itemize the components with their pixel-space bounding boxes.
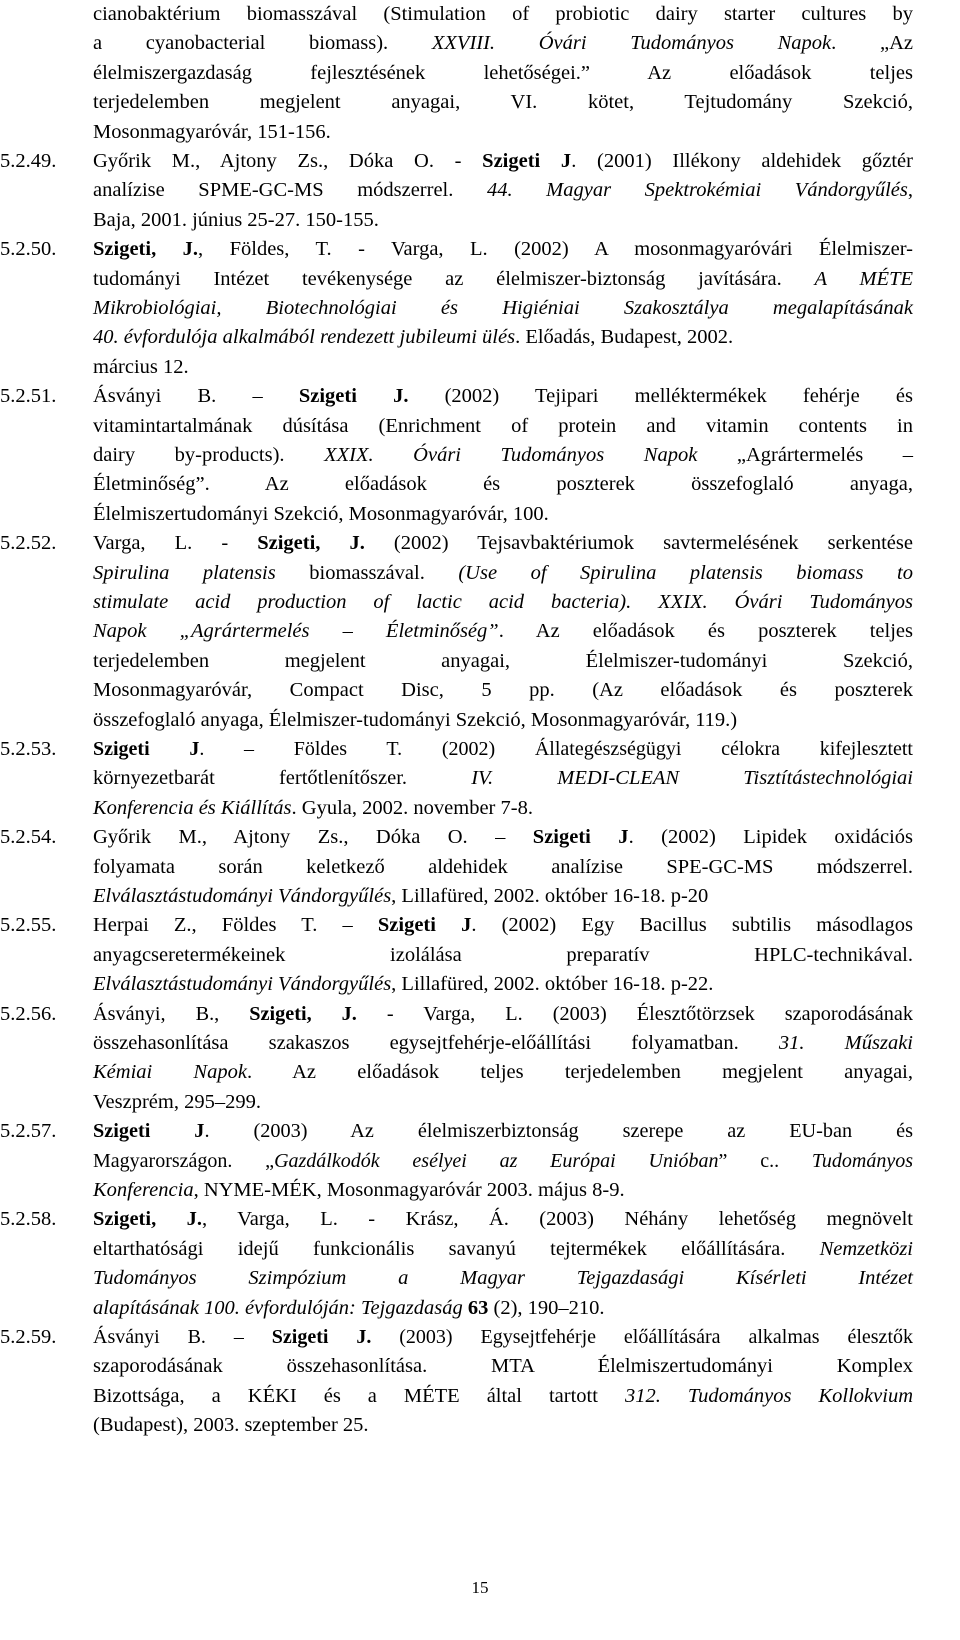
text-line [93, 1088, 913, 1117]
text-segment: (2002) Tejipari melléktermékek fehérje és [408, 385, 913, 408]
text-line [93, 88, 913, 117]
text-line [93, 0, 913, 29]
text-line [93, 412, 913, 441]
text-line [93, 323, 913, 352]
text-line [93, 1411, 913, 1440]
author-highlight: Szigeti, J. [93, 238, 199, 261]
text-line [93, 1058, 913, 1087]
text-segment: eltarthatósági idejű funkcionális savanyú tejtermékek előállítására. [93, 1237, 820, 1260]
text-segment: Győrik M., Ajtony Zs., Dóka O. - [93, 150, 483, 172]
text-line [93, 147, 913, 176]
text-segment: , Lillafüred, 2002. október 16-18. p-22. [391, 973, 714, 996]
text-segment: . Előadás, Budapest, 2002. [515, 326, 734, 349]
italic-text: Elválasztástudományi Vándorgyűlés [93, 973, 392, 996]
text-line [93, 1323, 913, 1352]
text-segment: tudományi Intézet tevékenysége az élelmiszer-biztonság javítására. [93, 267, 815, 290]
text-line [93, 882, 913, 911]
text-line [93, 1176, 913, 1205]
text-segment: , Lillafüred, 2002. október 16-18. p-20 [391, 884, 709, 907]
text-line [93, 265, 913, 294]
text-line [93, 441, 913, 470]
italic-text: stimulate acid production of lactic acid bacteria). XXIX. Óvári Tudományos [93, 590, 913, 613]
reference-number: 5.2.56. [0, 1002, 57, 1025]
author-highlight: Szigeti J. [271, 1326, 372, 1348]
text-line [93, 588, 913, 617]
reference-text [93, 0, 913, 147]
author-highlight: 63 [467, 1296, 489, 1319]
reference-text [93, 1323, 913, 1441]
reference-number: 5.2.54. [0, 826, 57, 849]
page-number: 15 [471, 1578, 489, 1597]
text-line [93, 1235, 913, 1264]
text-line [93, 1000, 913, 1029]
text-line [93, 176, 913, 205]
author-highlight: Szigeti, J. [93, 1208, 203, 1231]
text-line [93, 294, 913, 323]
reference-text [93, 823, 913, 911]
italic-text: alapításának 100. évfordulóján: Tejgazdaság [93, 1296, 468, 1319]
text-segment: „Agrártermelés – [697, 443, 913, 466]
text-segment: . (2002) Egy Bacillus subtilis másodlagos [471, 914, 913, 937]
text-segment: összefoglaló anyaga, Élelmiszer-tudományi Szekció, Mosonmagyaróvár, 119.) [93, 708, 738, 731]
author-highlight: Szigeti J. [298, 385, 409, 408]
italic-text: Kémiai Napok [93, 1061, 247, 1084]
author-highlight: Szigeti J [93, 738, 200, 760]
text-segment: anyagcseretermékeinek izolálása preparatív HPLC-technikával. [93, 943, 913, 966]
italic-text: Konferencia és Kiállítás [93, 796, 292, 819]
text-segment: . Az előadások és poszterek teljes [498, 620, 913, 643]
text-segment: cianobaktérium biomasszával (Stimulation of probiotic dairy starter cultures by [93, 3, 913, 25]
text-line [93, 794, 913, 823]
text-segment: , [907, 179, 913, 202]
text-line [93, 853, 913, 882]
text-segment: Ásványi B. – [93, 385, 299, 408]
reference-number: 5.2.52. [0, 532, 57, 555]
text-line [93, 559, 913, 588]
author-highlight: Szigeti J [93, 1120, 205, 1143]
author-highlight: Szigeti, J. [257, 532, 365, 555]
text-segment: Bizottsága, a KÉKI és a MÉTE által tartott [93, 1384, 625, 1407]
text-segment: - Varga, L. (2003) Élesztőtörzsek szaporodásának [356, 1002, 913, 1025]
text-segment: dairy by-products). [93, 443, 325, 466]
reference-text [93, 147, 913, 235]
text-line [93, 941, 913, 970]
text-line [93, 118, 913, 147]
text-segment: a cyanobacterial biomass). [93, 32, 432, 55]
reference-number: 5.2.51. [0, 385, 57, 408]
text-segment: Ásványi, B., [93, 1002, 250, 1025]
reference-text [93, 735, 913, 823]
text-segment: (2), 190–210. [488, 1296, 605, 1319]
text-segment: folyamata során keletkező aldehidek analízise SPE-GC-MS módszerrel. [93, 855, 913, 878]
italic-text: Napok „Agrártermelés – Életminőség” [93, 620, 499, 643]
text-segment: környezetbarát fertőtlenítőszer. [93, 767, 472, 790]
text-line [93, 1294, 913, 1323]
text-segment: Életminőség”. Az előadások és poszterek összefoglaló anyaga, [93, 473, 913, 496]
reference-number: 5.2.49. [0, 150, 57, 172]
text-segment: Mosonmagyaróvár, 151-156. [93, 120, 331, 143]
text-line [93, 647, 913, 676]
reference-number: 5.2.55. [0, 914, 57, 937]
text-line [93, 382, 913, 411]
text-segment: , Varga, L. - Krász, Á. (2003) Néhány lehetőség megnövelt [202, 1208, 913, 1231]
italic-text: 31. Műszaki [778, 1031, 913, 1054]
italic-text: Nemzetközi [819, 1237, 913, 1260]
text-segment: , Földes, T. - Varga, L. (2002) A mosonmagyaróvári Élelmiszer- [198, 238, 913, 261]
text-line [93, 823, 913, 852]
italic-text: Konferencia [93, 1178, 194, 1201]
text-line [93, 29, 913, 58]
text-segment: vitamintartalmának dúsítása (Enrichment of protein and vitamin contents in [93, 414, 913, 437]
author-highlight: Szigeti J [482, 150, 572, 172]
text-line [93, 911, 913, 940]
author-highlight: Szigeti J [532, 826, 629, 849]
text-line [93, 970, 913, 999]
text-line [93, 59, 913, 88]
reference-number: 5.2.57. [0, 1120, 57, 1143]
text-segment: összehasonlítása szakaszos egysejtfehérje-előállítási folyamatban. [93, 1031, 779, 1054]
text-segment: analízise SPME-GC-MS módszerrel. [93, 179, 487, 202]
reference-number: 5.2.59. [0, 1326, 57, 1348]
text-line [93, 500, 913, 529]
italic-text: Gazdálkodók esélyei az Európai Unióban [274, 1149, 719, 1172]
text-segment: március 12. [93, 355, 189, 378]
italic-text: Tudományos [811, 1149, 913, 1172]
text-line [93, 470, 913, 499]
author-highlight: Szigeti, J. [249, 1002, 357, 1025]
text-line [93, 764, 913, 793]
text-line [93, 1117, 913, 1146]
text-segment: . „Az [831, 32, 913, 55]
text-segment: biomasszával. [275, 561, 459, 584]
text-segment: Győrik M., Ajtony Zs., Dóka O. – [93, 826, 533, 849]
text-line [93, 529, 913, 558]
reference-text [93, 382, 913, 529]
italic-text: XXVIII. Óvári Tudományos Napok [431, 32, 832, 55]
reference-text [93, 911, 913, 999]
text-segment: Mosonmagyaróvár, Compact Disc, 5 pp. (Az előadások és poszterek [93, 679, 913, 702]
italic-text: Tudományos Szimpózium a Magyar Tejgazdasági Kísérleti Intézet [93, 1267, 913, 1290]
text-line [93, 706, 913, 735]
text-segment: , NYME-MÉK, Mosonmagyaróvár 2003. május 8-9. [193, 1178, 625, 1201]
reference-number: 5.2.50. [0, 238, 57, 261]
italic-text: 40. évfordulója alkalmából rendezett jubileumi ülés [93, 326, 516, 349]
reference-number: 5.2.58. [0, 1208, 57, 1231]
text-segment: ” c.. [718, 1149, 812, 1172]
reference-text [93, 235, 913, 382]
text-line [93, 1147, 913, 1176]
italic-text: Spirulina platensis [93, 561, 276, 584]
reference-number: 5.2.53. [0, 738, 57, 760]
italic-text: XXIX. Óvári Tudományos Napok [324, 443, 698, 466]
reference-text [93, 1000, 913, 1118]
reference-text [93, 1117, 913, 1205]
text-segment: élelmiszergazdaság fejlesztésének lehetőségei.” Az előadások teljes [93, 61, 913, 84]
text-segment: Varga, L. - [93, 532, 258, 555]
text-line [93, 353, 913, 382]
text-line [93, 1029, 913, 1058]
text-segment: . Gyula, 2002. november 7-8. [291, 796, 533, 819]
italic-text: Mikrobiológiai, Biotechnológiai és Higiéniai Szakosztálya megalapításának [93, 296, 913, 319]
italic-text: IV. MEDI-CLEAN Tisztítástechnológiai [471, 767, 913, 790]
text-segment: . – Földes T. (2002) Állategészségügyi célokra kifejlesztett [199, 738, 913, 760]
text-segment: terjedelemben megjelent anyagai, VI. kötet, Tejtudomány Szekció, [93, 91, 913, 114]
text-segment: szaporodásának összehasonlítása. MTA Élelmiszertudományi Komplex [93, 1355, 913, 1378]
reference-text [93, 1205, 913, 1323]
text-segment: Ásványi B. – [93, 1326, 272, 1348]
text-segment: (2003) Egysejtfehérje előállítására alkalmas élesztők [371, 1326, 913, 1348]
italic-text: 44. Magyar Spektrokémiai Vándorgyűlés [486, 179, 908, 202]
text-line [93, 235, 913, 264]
text-segment: Veszprém, 295–299. [93, 1090, 261, 1113]
text-segment: (2002) Tejsavbaktériumok savtermelésének serkentése [364, 532, 913, 555]
text-line [93, 735, 913, 764]
text-line [93, 206, 913, 235]
text-segment: (Budapest), 2003. szeptember 25. [93, 1414, 369, 1437]
text-segment: Baja, 2001. június 25-27. 150-155. [93, 208, 379, 231]
text-segment: Magyarországon. „ [93, 1149, 275, 1172]
text-segment: Élelmiszertudományi Szekció, Mosonmagyaróvár, 100. [93, 502, 549, 525]
text-line [93, 1352, 913, 1381]
text-segment: . (2001) Illékony aldehidek gőztér [571, 150, 913, 172]
text-line [93, 1382, 913, 1411]
text-line [93, 617, 913, 646]
italic-text: Elválasztástudományi Vándorgyűlés [93, 884, 392, 907]
text-segment: terjedelemben megjelent anyagai, Élelmiszer-tudományi Szekció, [93, 649, 913, 672]
text-line [93, 676, 913, 705]
italic-text: 312. Tudományos Kollokvium [624, 1384, 913, 1407]
text-segment: . (2002) Lipidek oxidációs [628, 826, 913, 849]
reference-text [93, 529, 913, 735]
text-segment: . Az előadások teljes terjedelemben megjelent anyagai, [246, 1061, 913, 1084]
text-segment: . (2003) Az élelmiszerbiztonság szerepe az EU-ban és [204, 1120, 913, 1143]
author-highlight: Szigeti J [377, 914, 472, 937]
italic-text: A MÉTE [814, 267, 913, 290]
italic-text: (Use of Spirulina platensis biomass to [458, 561, 913, 584]
text-line [93, 1264, 913, 1293]
text-line [93, 1205, 913, 1234]
text-segment: Herpai Z., Földes T. – [93, 914, 378, 937]
